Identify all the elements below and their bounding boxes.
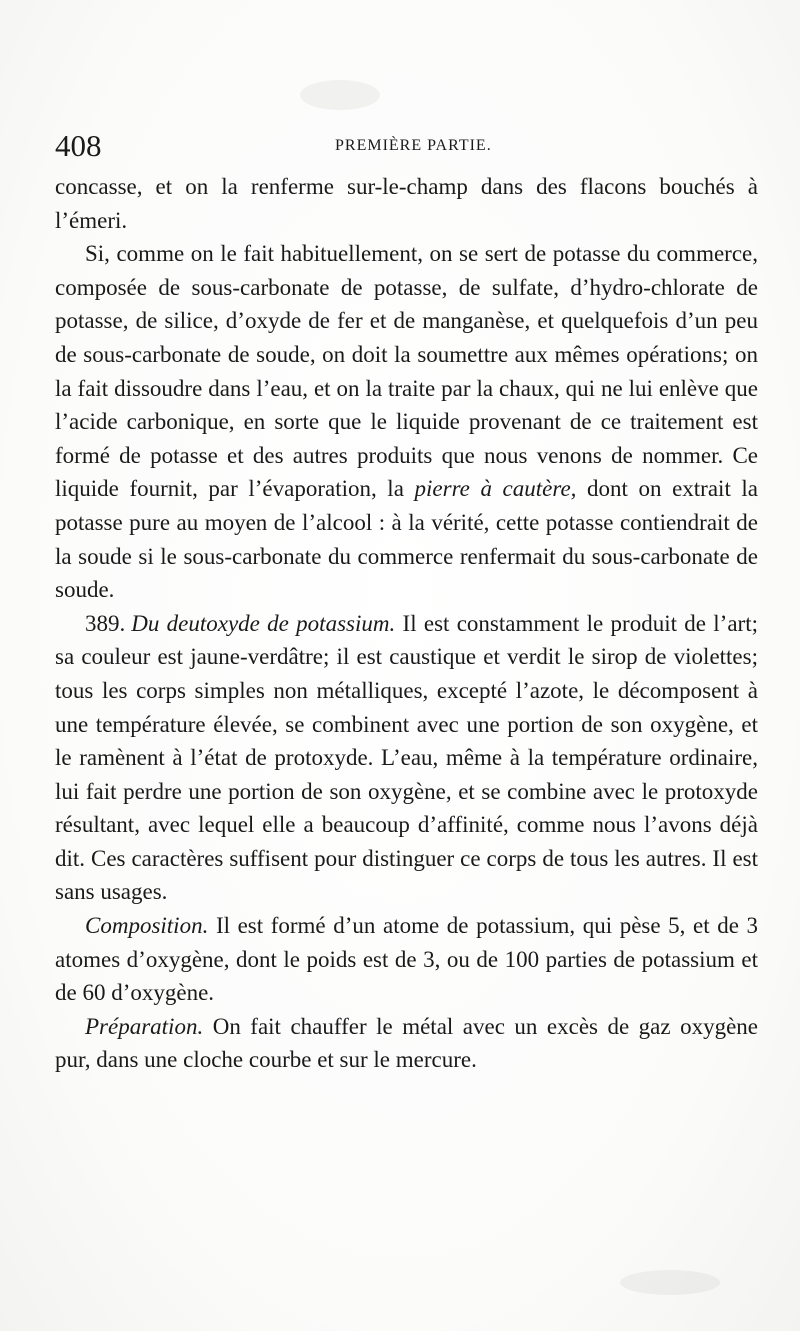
paragraph-composition bbox=[55, 909, 758, 1010]
preparation-label: Préparation. bbox=[85, 1013, 204, 1039]
preparation-text: On fait chauffer le métal avec un excès de gaz oxygène pur, dans une cloche courbe et sur le mercure. bbox=[55, 1013, 758, 1073]
paragraph-389-text: Il est constamment le produit de l’art; sa couleur est jaune-verdâtre; il est caustique et verdit le sirop de violettes; tous les corps simples non métalliques, excepté l’azote, le décomposent à une température élevée, se combinent avec une portion de son oxygène, et le ramènent à l’état de protoxyde. L’eau, même à la température ordinaire, lui fait perdre une portion de son oxygène, et se combine avec le protoxyde résultant, avec lequel elle a beaucoup d’affinité, comme nous l’avons déjà dit. Ces caractères suffisent pour distinguer ce corps de tous les autres. Il est sans usages. bbox=[55, 610, 758, 905]
paper-stain bbox=[300, 80, 380, 110]
page-number: 408 bbox=[55, 128, 102, 163]
section-title: Du deutoxyde de potassium. bbox=[131, 610, 396, 636]
page-header bbox=[55, 128, 760, 164]
paper-stain bbox=[620, 1270, 720, 1295]
paragraph-2-end: dont on extrait la potasse pure au moyen de l’alcool : à la vérité, cette potasse contiendrait de la soude si le sous-carbonate du commerce renfermait du sous-carbonate de soude. bbox=[55, 476, 759, 603]
composition-text: Il est formé d’un atome de potassium, qui pèse 5, et de 3 atomes d’oxygène, dont le poids est de 3, ou de 100 parties de potassium et de 60 d’oxygène. bbox=[55, 913, 759, 1006]
paragraph-2-italic-term: pierre à cautère, bbox=[414, 476, 577, 502]
running-head: PREMIÈRE PARTIE. bbox=[335, 137, 492, 154]
paragraph-1-text: concasse, et on la renferme sur-le-champ dans des flacons bouchés à l’émeri. bbox=[55, 174, 758, 233]
page-text bbox=[55, 170, 758, 1077]
section-number: 389. bbox=[85, 610, 126, 636]
paragraph-2-text: Si, comme on le fait habituellement, on se sert de potasse du commerce, composée de sous-carbonate de potasse, de sulfate, d’hydro-chlorate de potasse, de silice, d’oxyde de fer et de manganèse, et quelquefois d’un peu de sous-carbonate de soude, on doit la soumettre aux mêmes opérations; on la fait dissoudre dans l’eau, et on la traite par la chaux, qui ne lui enlève que l’acide carbonique, en sorte que le liquide provenant de ce traitement est formé de potasse et des autres produits que nous venons de nommer. Ce liquide fournit, par l’évaporation, la bbox=[55, 241, 758, 502]
paragraph-1 bbox=[55, 170, 758, 237]
composition-label: Composition. bbox=[85, 913, 209, 939]
paragraph-2 bbox=[55, 237, 758, 607]
paragraph-preparation bbox=[55, 1010, 758, 1077]
paragraph-389 bbox=[55, 607, 758, 909]
